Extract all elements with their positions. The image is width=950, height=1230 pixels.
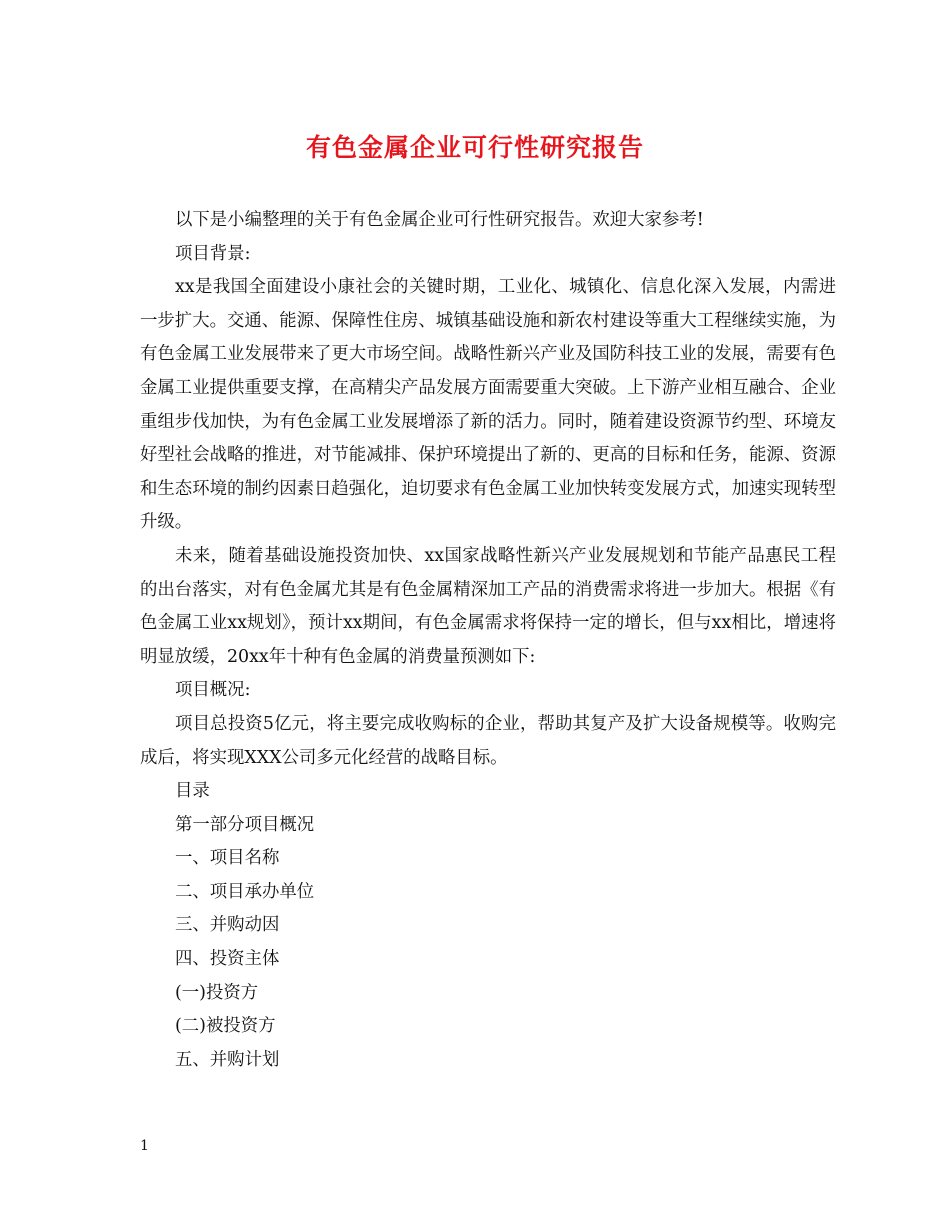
intro-paragraph: 以下是小编整理的关于有色金属企业可行性研究报告。欢迎大家参考! [175,210,704,230]
toc-heading: 目录 [175,781,210,802]
toc-item: (二)被投资方 [175,1016,276,1037]
overview-paragraph: 项目总投资5亿元，将主要完成收购标的企业，帮助其复产及扩大设备规模等。收购完成后，将实现XXX公司多元化经营的战略目标。 [140,713,836,768]
toc-item: (一)投资方 [175,982,259,1003]
toc-item: 三、并购动因 [175,915,280,936]
document-title: 有色金属企业可行性研究报告 [305,133,644,162]
section-heading-overview: 项目概况: [175,680,251,701]
toc-item: 五、并购计划 [175,1049,280,1070]
page-number: 1 [140,1138,149,1154]
section-heading-background: 项目背景: [175,243,251,264]
future-paragraph: 未来，随着基础设施投资加快、xx国家战略性新兴产业发展规划和节能产品惠民工程的出台落实，对有色金属尤其是有色金属精深加工产品的消费需求将进一步加大。根据《有色金属工业xx规划》，预计xx期间，有色金属需求将保持一定的增长，但与xx相比，增速将明显放缓，20xx年十种有色金属的消费量预测如下: [140,545,836,667]
toc-item: 一、项目名称 [175,848,280,869]
toc-item: 二、项目承办单位 [175,881,315,902]
toc-item: 第一部分项目概况 [175,814,315,835]
background-paragraph: xx是我国全面建设小康社会的关键时期，工业化、城镇化、信息化深入发展，内需进一步扩大。交通、能源、保障性住房、城镇基础设施和新农村建设等重大工程继续实施，为有色金属工业发展带来了更大市场空间。战略性新兴产业及国防科技工业的发展，需要有色金属工业提供重要支撑，在高精尖产品发展方面需要重大突破。上下游产业相互融合、企业重组步伐加快，为有色金属工业发展增添了新的活力。同时，随着建设资源节约型、环境友好型社会战略的推进，对节能减排、保护环境提出了新的、更高的目标和任务，能源、资源和生态环境的制约因素日趋强化，迫切要求有色金属工业加快转变发展方式，加速实现转型升级。 [140,277,836,533]
document-body [140,204,836,1077]
toc-item: 四、投资主体 [175,949,280,970]
